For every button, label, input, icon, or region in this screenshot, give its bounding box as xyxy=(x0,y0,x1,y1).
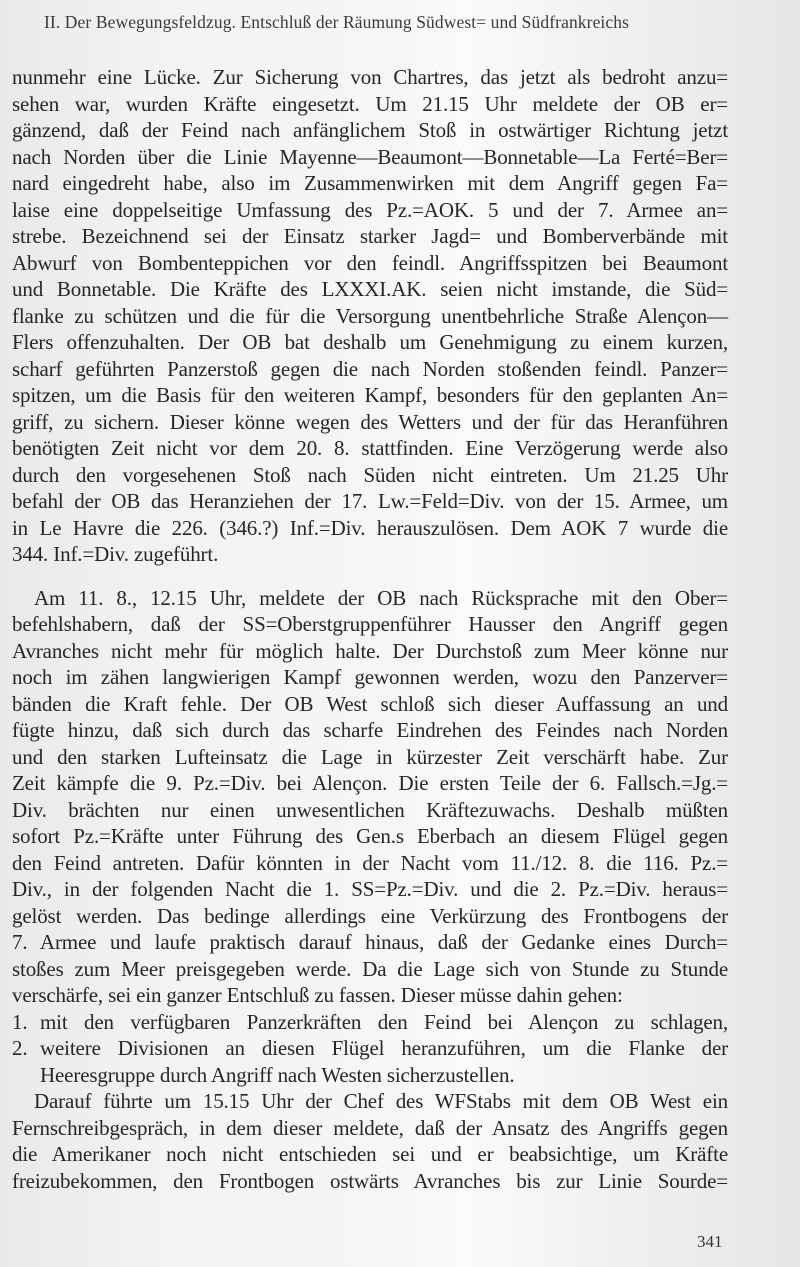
line-text: noch im zähen langwierigen Kampf gewonnen werden, wozu den Panzerver= xyxy=(12,665,728,689)
line-text: scharf geführten Panzerstoß gegen die nach Norden stoßenden feindl. Panzer= xyxy=(12,356,728,381)
text-line xyxy=(12,382,728,409)
line-text: Heeresgruppe durch Angriff nach Westen sicherzustellen. xyxy=(40,1062,515,1087)
line-text: Fernschreibgespräch, in dem dieser meldete, daß der Ansatz des Angriffs gegen xyxy=(12,1115,728,1140)
text-line xyxy=(12,1115,728,1142)
line-text: und den starken Lufteinsatz die Lage in kürzester Zeit verschärft habe. Zur xyxy=(12,744,728,769)
text-line xyxy=(12,664,728,691)
line-text: verschärfe, sei ein ganzer Entschluß zu fassen. Dieser müsse dahin gehen: xyxy=(12,983,623,1007)
text-line xyxy=(12,303,728,330)
line-text: Avranches nicht mehr für möglich halte. Der Durchstoß zum Meer könne nur xyxy=(12,638,728,663)
text-line xyxy=(12,691,728,718)
text-line xyxy=(12,250,728,277)
list-number: 2. xyxy=(12,1036,28,1060)
text-line xyxy=(12,515,728,542)
line-text: befehlshabern, daß der SS=Oberstgruppenführer Hausser den Angriff gegen xyxy=(12,612,728,636)
text-line xyxy=(12,197,728,224)
list-item xyxy=(12,1035,728,1062)
text-line xyxy=(12,956,728,983)
text-line xyxy=(12,850,728,877)
text-line xyxy=(12,64,728,91)
text-line xyxy=(12,1168,728,1195)
line-text: spitzen, um die Basis für den weiteren Kampf, besonders für den geplanten An= xyxy=(12,383,728,407)
text-line xyxy=(12,541,728,568)
line-text: weitere Divisionen an diesen Flügel heranzuführen, um die Flanke der xyxy=(40,1036,728,1060)
line-text: in Le Havre die 226. (346.?) Inf.=Div. herauszulösen. Dem AOK 7 wurde die xyxy=(12,515,728,540)
paragraph xyxy=(12,585,728,1089)
line-text: nach Norden über die Linie Mayenne—Beaumont—Bonnetable—La Ferté=Ber= xyxy=(12,144,728,169)
line-text: benötigten Zeit nicht vor dem 20. 8. stattfinden. Eine Verzögerung werde also xyxy=(12,436,728,460)
line-text: gelöst werden. Das bedinge allerdings eine Verkürzung des Frontbogens der xyxy=(12,903,728,928)
text-line xyxy=(12,770,728,797)
text-line xyxy=(12,1141,728,1168)
text-line xyxy=(12,585,728,612)
text-line xyxy=(12,91,728,118)
text-line xyxy=(12,276,728,303)
line-text: Div. brächten nur einen unwesentlichen Kräftezuwachs. Deshalb müßten xyxy=(12,797,728,822)
line-text: befahl der OB das Heranziehen der 17. Lw.=Feld=Div. von der 15. Armee, um xyxy=(12,489,728,513)
text-line xyxy=(12,929,728,956)
text-line xyxy=(12,823,728,850)
text-line xyxy=(12,223,728,250)
line-text: Darauf führte um 15.15 Uhr der Chef des WFStabs mit dem OB West ein xyxy=(34,1089,728,1113)
line-text: freizubekommen, den Frontbogen ostwärts Avranches bis zur Linie Sourde= xyxy=(12,1168,728,1193)
line-text: gänzend, daß der Feind nach anfänglichem Stoß in ostwärtiger Richtung jetzt xyxy=(12,118,728,142)
body-text xyxy=(12,64,728,1194)
line-text: 344. Inf.=Div. zugeführt. xyxy=(12,542,219,566)
text-line xyxy=(12,409,728,436)
line-text: Div., in der folgenden Nacht die 1. SS=Pz.=Div. und die 2. Pz.=Div. heraus= xyxy=(12,877,728,901)
line-text: laise eine doppelseitige Umfassung des Pz.=AOK. 5 und der 7. Armee an= xyxy=(12,197,728,222)
line-text: strebe. Bezeichnend sei der Einsatz starker Jagd= und Bomberverbände mit xyxy=(12,224,728,248)
text-line xyxy=(12,329,728,356)
text-line xyxy=(12,744,728,771)
line-text: bänden die Kraft fehle. Der OB West schloß sich dieser Auffassung an und xyxy=(12,691,728,716)
line-text: die Amerikaner noch nicht entschieden sei und er beabsichtige, um Kräfte xyxy=(12,1142,728,1166)
line-text: Abwurf von Bombenteppichen vor den feindl. Angriffsspitzen bei Beaumont xyxy=(12,250,728,275)
line-text: fügte hinzu, daß sich durch das scharfe Eindrehen des Feindes nach Norden xyxy=(12,718,728,742)
text-line xyxy=(12,170,728,197)
line-text: sehen war, wurden Kräfte eingesetzt. Um 21.15 Uhr meldete der OB er= xyxy=(12,91,728,116)
text-line xyxy=(12,638,728,665)
line-text: den Feind antreten. Dafür könnten in der Nacht vom 11./12. 8. die 116. Pz.= xyxy=(12,850,728,875)
text-line xyxy=(12,982,728,1009)
page-number: 341 xyxy=(697,1232,723,1251)
line-text: Zeit kämpfe die 9. Pz.=Div. bei Alençon. Die ersten Teile der 6. Fallsch.=Jg.= xyxy=(12,771,728,795)
line-text: griff, zu sichern. Dieser könne wegen des Wetters und der für das Heranführen xyxy=(12,409,728,434)
text-line xyxy=(12,1062,728,1089)
running-header: II. Der Bewegungsfeldzug. Entschluß der Räumung Südwest= und Südfrankreichs xyxy=(44,12,630,32)
text-line xyxy=(12,717,728,744)
text-line xyxy=(12,903,728,930)
list-item xyxy=(12,1009,728,1036)
paragraph xyxy=(12,64,728,568)
line-text: sofort Pz.=Kräfte unter Führung des Gen.s Eberbach an diesem Flügel gegen xyxy=(12,824,728,848)
line-text: flanke zu schützen und die für die Versorgung unentbehrliche Straße Alençon— xyxy=(12,303,728,328)
line-text: stoßes zum Meer preisgegeben werde. Da die Lage sich von Stunde zu Stunde xyxy=(12,956,728,981)
line-text: und Bonnetable. Die Kräfte des LXXXI.AK. seien nicht imstande, die Süd= xyxy=(12,277,728,301)
line-text: 7. Armee und laufe praktisch darauf hinaus, daß der Gedanke eines Durch= xyxy=(12,930,728,954)
line-text: nunmehr eine Lücke. Zur Sicherung von Chartres, das jetzt als bedroht anzu= xyxy=(12,65,728,89)
line-text: mit den verfügbaren Panzerkräften den Feind bei Alençon zu schlagen, xyxy=(40,1009,728,1034)
line-text: Flers offenzuhalten. Der OB bat deshalb um Genehmigung zu einem kurzen, xyxy=(12,330,728,354)
line-text: nard eingedreht habe, also im Zusammenwirken mit dem Angriff gegen Fa= xyxy=(12,171,728,195)
text-line xyxy=(12,876,728,903)
list-number: 1. xyxy=(12,1009,28,1034)
text-line xyxy=(12,435,728,462)
text-line xyxy=(12,462,728,489)
text-line xyxy=(12,488,728,515)
text-line xyxy=(12,144,728,171)
text-line xyxy=(12,356,728,383)
line-text: durch den vorgesehenen Stoß nach Süden nicht eintreten. Um 21.25 Uhr xyxy=(12,462,728,487)
line-text: Am 11. 8., 12.15 Uhr, meldete der OB nach Rücksprache mit den Ober= xyxy=(34,585,728,610)
text-line xyxy=(12,611,728,638)
paragraph xyxy=(12,1088,728,1194)
text-line xyxy=(12,797,728,824)
text-line xyxy=(12,1088,728,1115)
text-line xyxy=(12,117,728,144)
